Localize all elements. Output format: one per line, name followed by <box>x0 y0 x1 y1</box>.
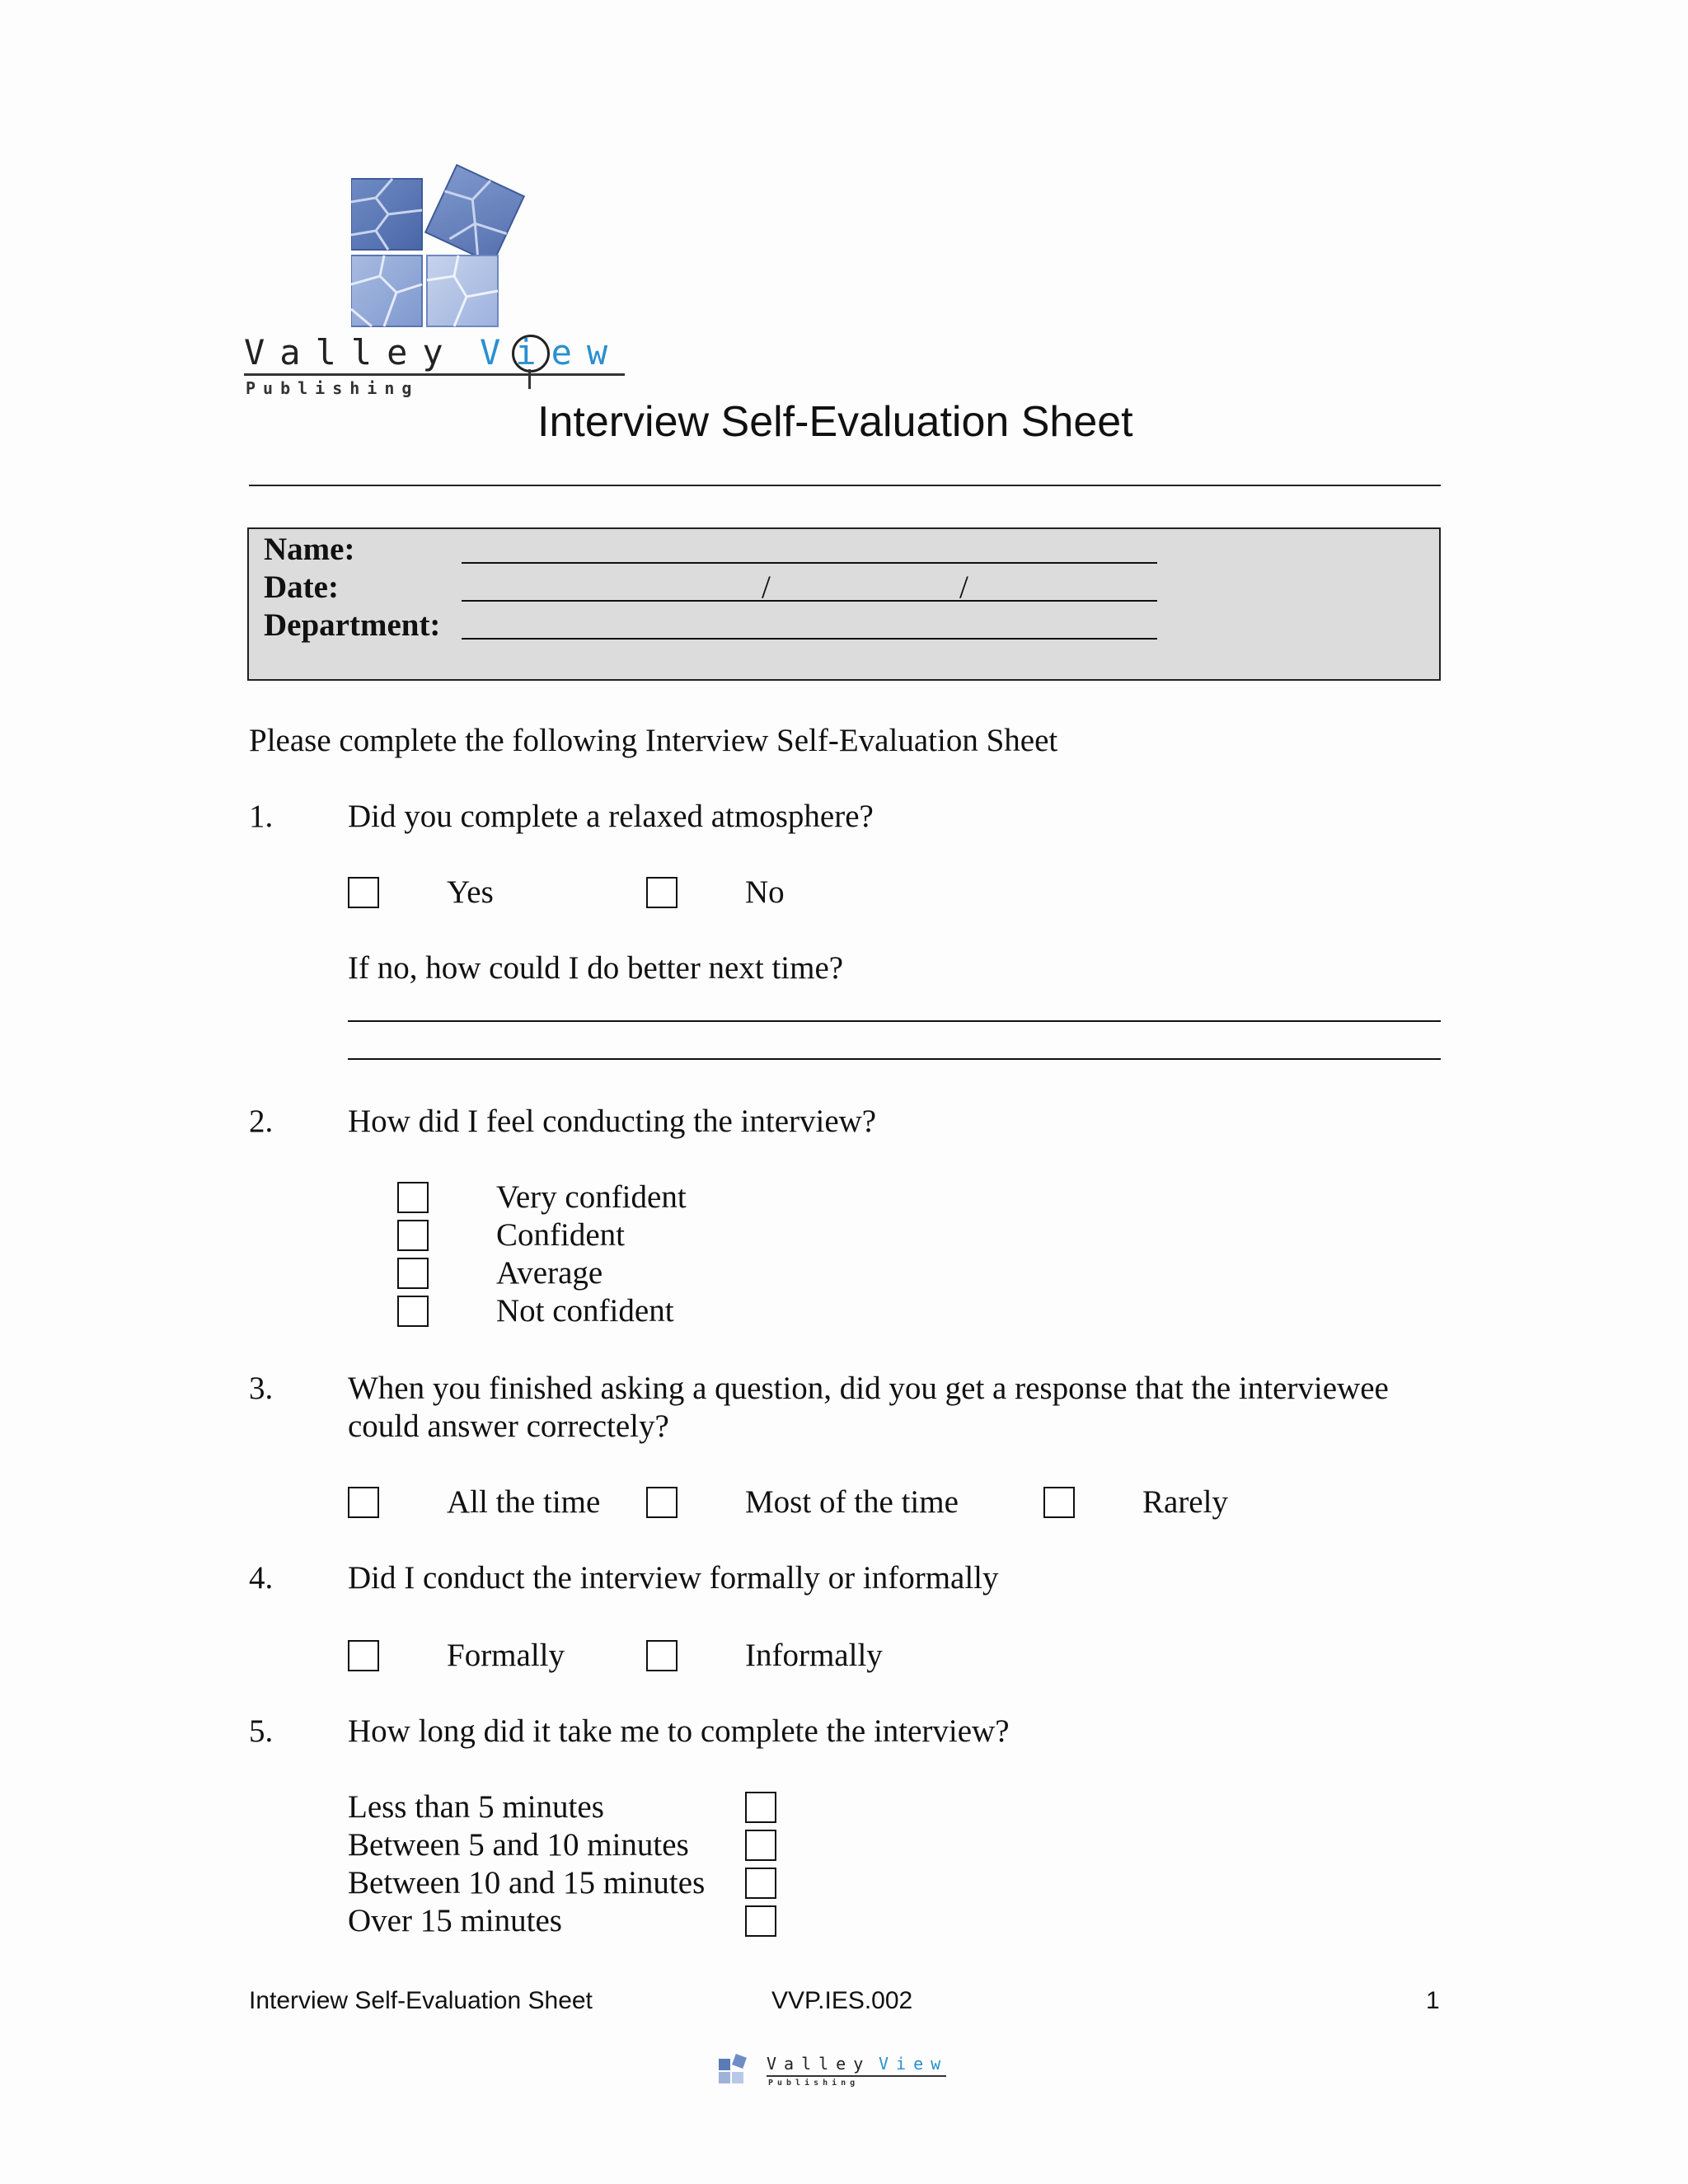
page-number: 1 <box>1426 1987 1440 2014</box>
question-number: 2. <box>249 1104 274 1139</box>
page-title: Interview Self-Evaluation Sheet <box>537 398 1133 446</box>
date-label: Date: <box>264 569 339 605</box>
question-text: When you finished asking a question, did you get a response that the interviewee <box>348 1371 1389 1406</box>
footer-logo-word-valley: Valley <box>767 2054 871 2074</box>
footer-logo-publishing: Publishing <box>768 2079 860 2088</box>
footer-logo-word-view: View <box>879 2054 949 2074</box>
question-text: How long did it take me to complete the interview? <box>348 1713 1010 1749</box>
option-label: Yes <box>447 874 494 910</box>
logo-underline <box>244 373 625 376</box>
checkbox-no[interactable] <box>646 877 678 908</box>
date-separator: / <box>959 569 968 605</box>
option-label: Not confident <box>496 1293 674 1329</box>
department-field[interactable] <box>462 638 1157 640</box>
footer-doc-code: VVP.IES.002 <box>771 1987 913 2014</box>
question-text: Did I conduct the interview formally or informally <box>348 1560 999 1596</box>
checkbox-formally[interactable] <box>348 1640 379 1671</box>
valley-view-logo <box>244 152 631 400</box>
checkbox-average[interactable] <box>397 1258 429 1289</box>
checkbox-all-the-time[interactable] <box>348 1487 379 1518</box>
name-field[interactable] <box>462 562 1157 564</box>
option-label: Formally <box>447 1638 565 1673</box>
checkbox-10-to-15[interactable] <box>745 1868 776 1899</box>
option-label: Rarely <box>1142 1484 1228 1520</box>
footer-title: Interview Self-Evaluation Sheet <box>249 1987 593 2014</box>
department-label: Department: <box>264 607 441 643</box>
checkbox-yes[interactable] <box>348 877 379 908</box>
option-label: Average <box>496 1255 603 1291</box>
checkbox-informally[interactable] <box>646 1640 678 1671</box>
question-number: 3. <box>249 1371 274 1406</box>
option-label: Less than 5 minutes <box>348 1789 604 1825</box>
checkbox-over-15[interactable] <box>745 1905 776 1937</box>
option-label: No <box>745 874 785 910</box>
footer-logo-tiles-icon <box>717 2052 750 2085</box>
logo-magnifier-icon <box>512 335 550 373</box>
option-label: Over 15 minutes <box>348 1903 562 1938</box>
option-label: Informally <box>745 1638 883 1673</box>
name-label: Name: <box>264 532 355 567</box>
checkbox-rarely[interactable] <box>1043 1487 1075 1518</box>
info-box <box>247 527 1441 681</box>
option-label: Confident <box>496 1217 625 1253</box>
footer-logo-underline <box>767 2075 946 2077</box>
logo-word-valley: Valley <box>244 332 458 373</box>
checkbox-very-confident[interactable] <box>397 1182 429 1213</box>
footer-logo <box>717 2052 981 2093</box>
question-text: How did I feel conducting the interview? <box>348 1104 877 1139</box>
date-field[interactable] <box>462 600 1157 602</box>
option-label: Between 5 and 10 minutes <box>348 1827 689 1863</box>
date-separator: / <box>762 569 771 605</box>
title-rule <box>249 485 1441 486</box>
answer-line[interactable] <box>348 1058 1441 1060</box>
logo-tiles-icon <box>351 152 549 334</box>
option-label: Between 10 and 15 minutes <box>348 1865 706 1900</box>
checkbox-less-than-5[interactable] <box>745 1792 776 1823</box>
followup-text: If no, how could I do better next time? <box>348 950 844 986</box>
logo-publishing: Publishing <box>246 378 420 398</box>
question-text: could answer correctely? <box>348 1408 669 1444</box>
checkbox-most-of-the-time[interactable] <box>646 1487 678 1518</box>
answer-line[interactable] <box>348 1020 1441 1022</box>
option-label: Most of the time <box>745 1484 959 1520</box>
option-label: Very confident <box>496 1179 687 1215</box>
checkbox-5-to-10[interactable] <box>745 1830 776 1861</box>
logo-magnifier-handle <box>528 369 531 389</box>
intro-text: Please complete the following Interview Self-Evaluation Sheet <box>249 723 1058 758</box>
option-label: All the time <box>447 1484 601 1520</box>
question-number: 5. <box>249 1713 274 1749</box>
question-number: 1. <box>249 799 274 834</box>
checkbox-not-confident[interactable] <box>397 1296 429 1327</box>
question-text: Did you complete a relaxed atmosphere? <box>348 799 874 834</box>
question-number: 4. <box>249 1560 274 1596</box>
checkbox-confident[interactable] <box>397 1220 429 1251</box>
logo-word-view: View <box>480 332 623 373</box>
